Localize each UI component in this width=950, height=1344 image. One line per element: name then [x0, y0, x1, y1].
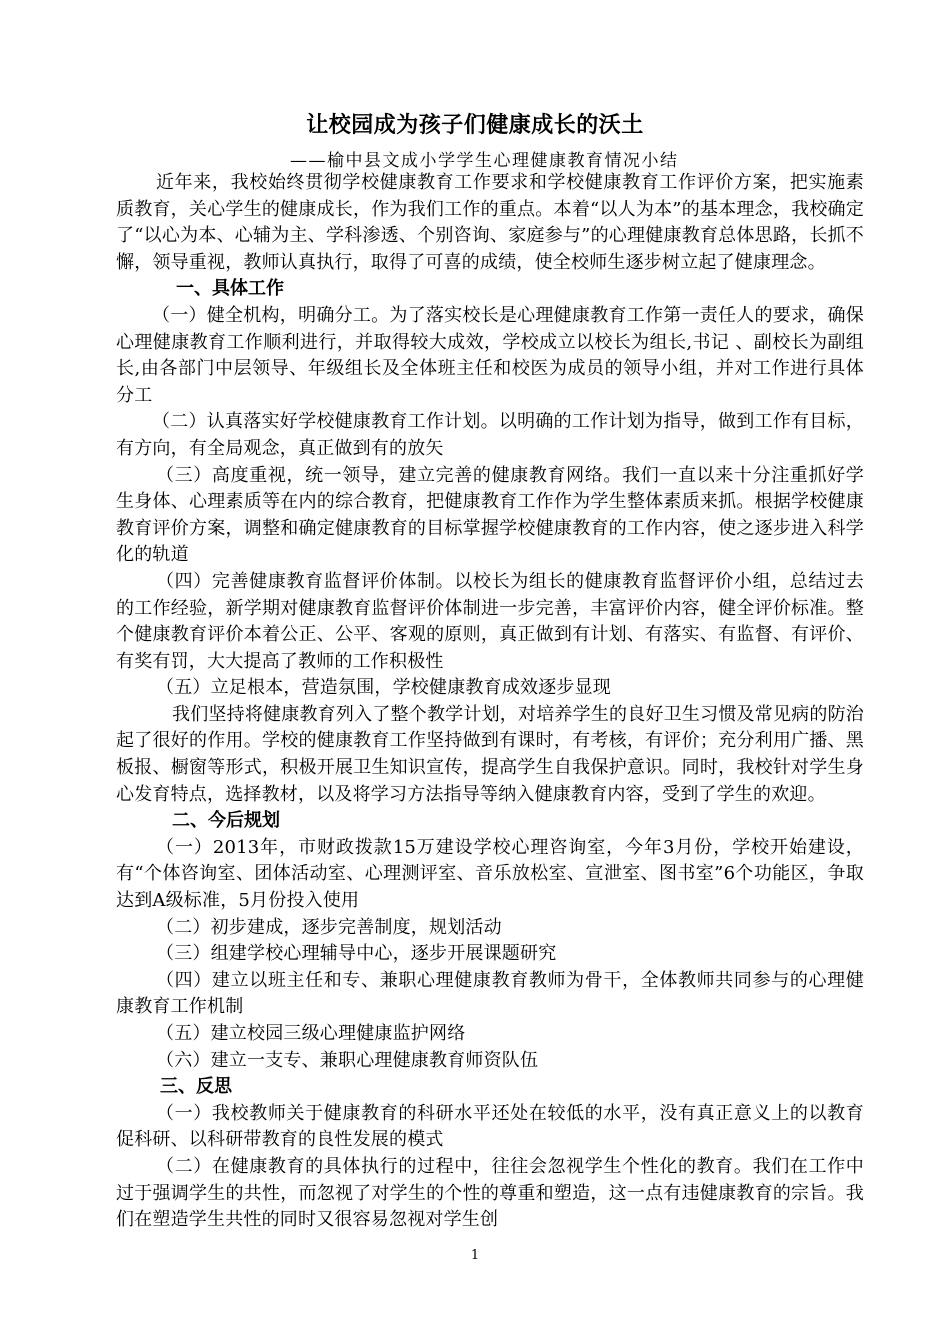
- document-body: [116, 170, 864, 1234]
- paragraph: （四）建立以班主任和专、兼职心理健康教育教师为骨干，全体教师共同参与的心理健康教育工作机制: [116, 969, 864, 1018]
- paragraph: （二）认真落实好学校健康教育工作计划。以明确的工作计划为指导，做到工作有目标，有方向，有全局观念，真正做到有的放矢: [116, 411, 864, 459]
- paragraph: （六）建立一支专、兼职心理健康教育师资队伍: [156, 1049, 539, 1071]
- paragraph: （三）组建学校心理辅导中心，逐步开展课题研究: [156, 943, 557, 965]
- paragraph: （五）立足根本，营造氛围，学校健康教育成效逐步显现: [156, 677, 611, 699]
- intro-paragraph: 近年来，我校始终贯彻学校健康教育工作要求和学校健康教育工作评价方案，把实施素质教育，关心学生的健康成长，作为我们工作的重点。本着“以人为本”的基本理念，我校确定了“以心为本、心辅为主、学科渗透、个别咨询、家庭参与”的心理健康教育总体思路，长抓不懈，领导重视，教师认真执行，取得了可喜的成绩，使全校师生逐步树立起了健康理念。: [116, 172, 864, 273]
- document-title: 让校园成为孩子们健康成长的沃土: [306, 113, 644, 138]
- paragraph: （一）健全机构，明确分工。为了落实校长是心理健康教育工作第一责任人的要求，确保心理健康教育工作顺利进行，并取得较大成效，学校成立以校长为组长,书记 、副校长为副组长,由各部门中层领导、年级组长及全体班主任和校医为成员的领导小组，并对工作进行具体分工: [116, 304, 864, 406]
- paragraph: （二）初步建成，逐步完善制度，规划活动: [156, 916, 502, 938]
- page-number: 1: [470, 1248, 480, 1263]
- paragraph: （四）完善健康教育监督评价体制。以校长为组长的健康教育监督评价小组，总结过去的工作经验，新学期对健康教育监督评价体制进一步完善，丰富评价内容，健全评价标准。整个健康教育评价本着公正、公平、客观的原则，真正做到有计划、有落实、有监督、有评价、有奖有罚，大大提高了教师的工作积极性: [116, 570, 864, 672]
- section-heading: 三、反思: [160, 1076, 232, 1098]
- paragraph: 我们坚持将健康教育列入了整个教学计划，对培养学生的良好卫生习惯及常见病的防治起了很好的作用。学校的健康教育工作坚持做到有课时，有考核，有评价；充分利用广播、黑板报、橱窗等形式，积极开展卫生知识宣传，提高学生自我保护意识。同时，我校针对学生身心发育特点，选择教材，以及将学习方法指导等纳入健康教育内容，受到了学生的欢迎。: [116, 703, 864, 805]
- document-subtitle: ——榆中县文成小学学生心理健康教育情况小结: [290, 151, 679, 171]
- paragraph: （三）高度重视，统一领导，建立完善的健康教育网络。我们一直以来十分注重抓好学生身体、心理素质等在内的综合教育，把健康教育工作作为学生整体素质来抓。根据学校健康教育评价方案，调整和确定健康教育的目标掌握学校健康教育的工作内容，使之逐步进入科学化的轨道: [116, 464, 864, 566]
- paragraph: （一）2013年，市财政拨款15万建设学校心理咨询室，今年3月份，学校开始建设，有“个体咨询室、团体活动室、心理测评室、音乐放松室、宣泄室、图书室”6个功能区，争取达到A级标准，5月份投入使用: [116, 836, 864, 912]
- paragraph: （一）我校教师关于健康教育的科研水平还处在较低的水平，没有真正意义上的以教育促科研、以科研带教育的良性发展的模式: [116, 1102, 864, 1151]
- section-heading: 二、今后规划: [172, 810, 280, 832]
- paragraph: （五）建立校园三级心理健康监护网络: [156, 1023, 466, 1044]
- section-heading: 一、具体工作: [176, 278, 284, 300]
- paragraph: （二）在健康教育的具体执行的过程中，往往会忽视学生个性化的教育。我们在工作中过于强调学生的共性，而忽视了对学生的个性的尊重和塑造，这一点有违健康教育的宗旨。我们在塑造学生共性的同时又很容易忽视对学生创: [116, 1155, 864, 1231]
